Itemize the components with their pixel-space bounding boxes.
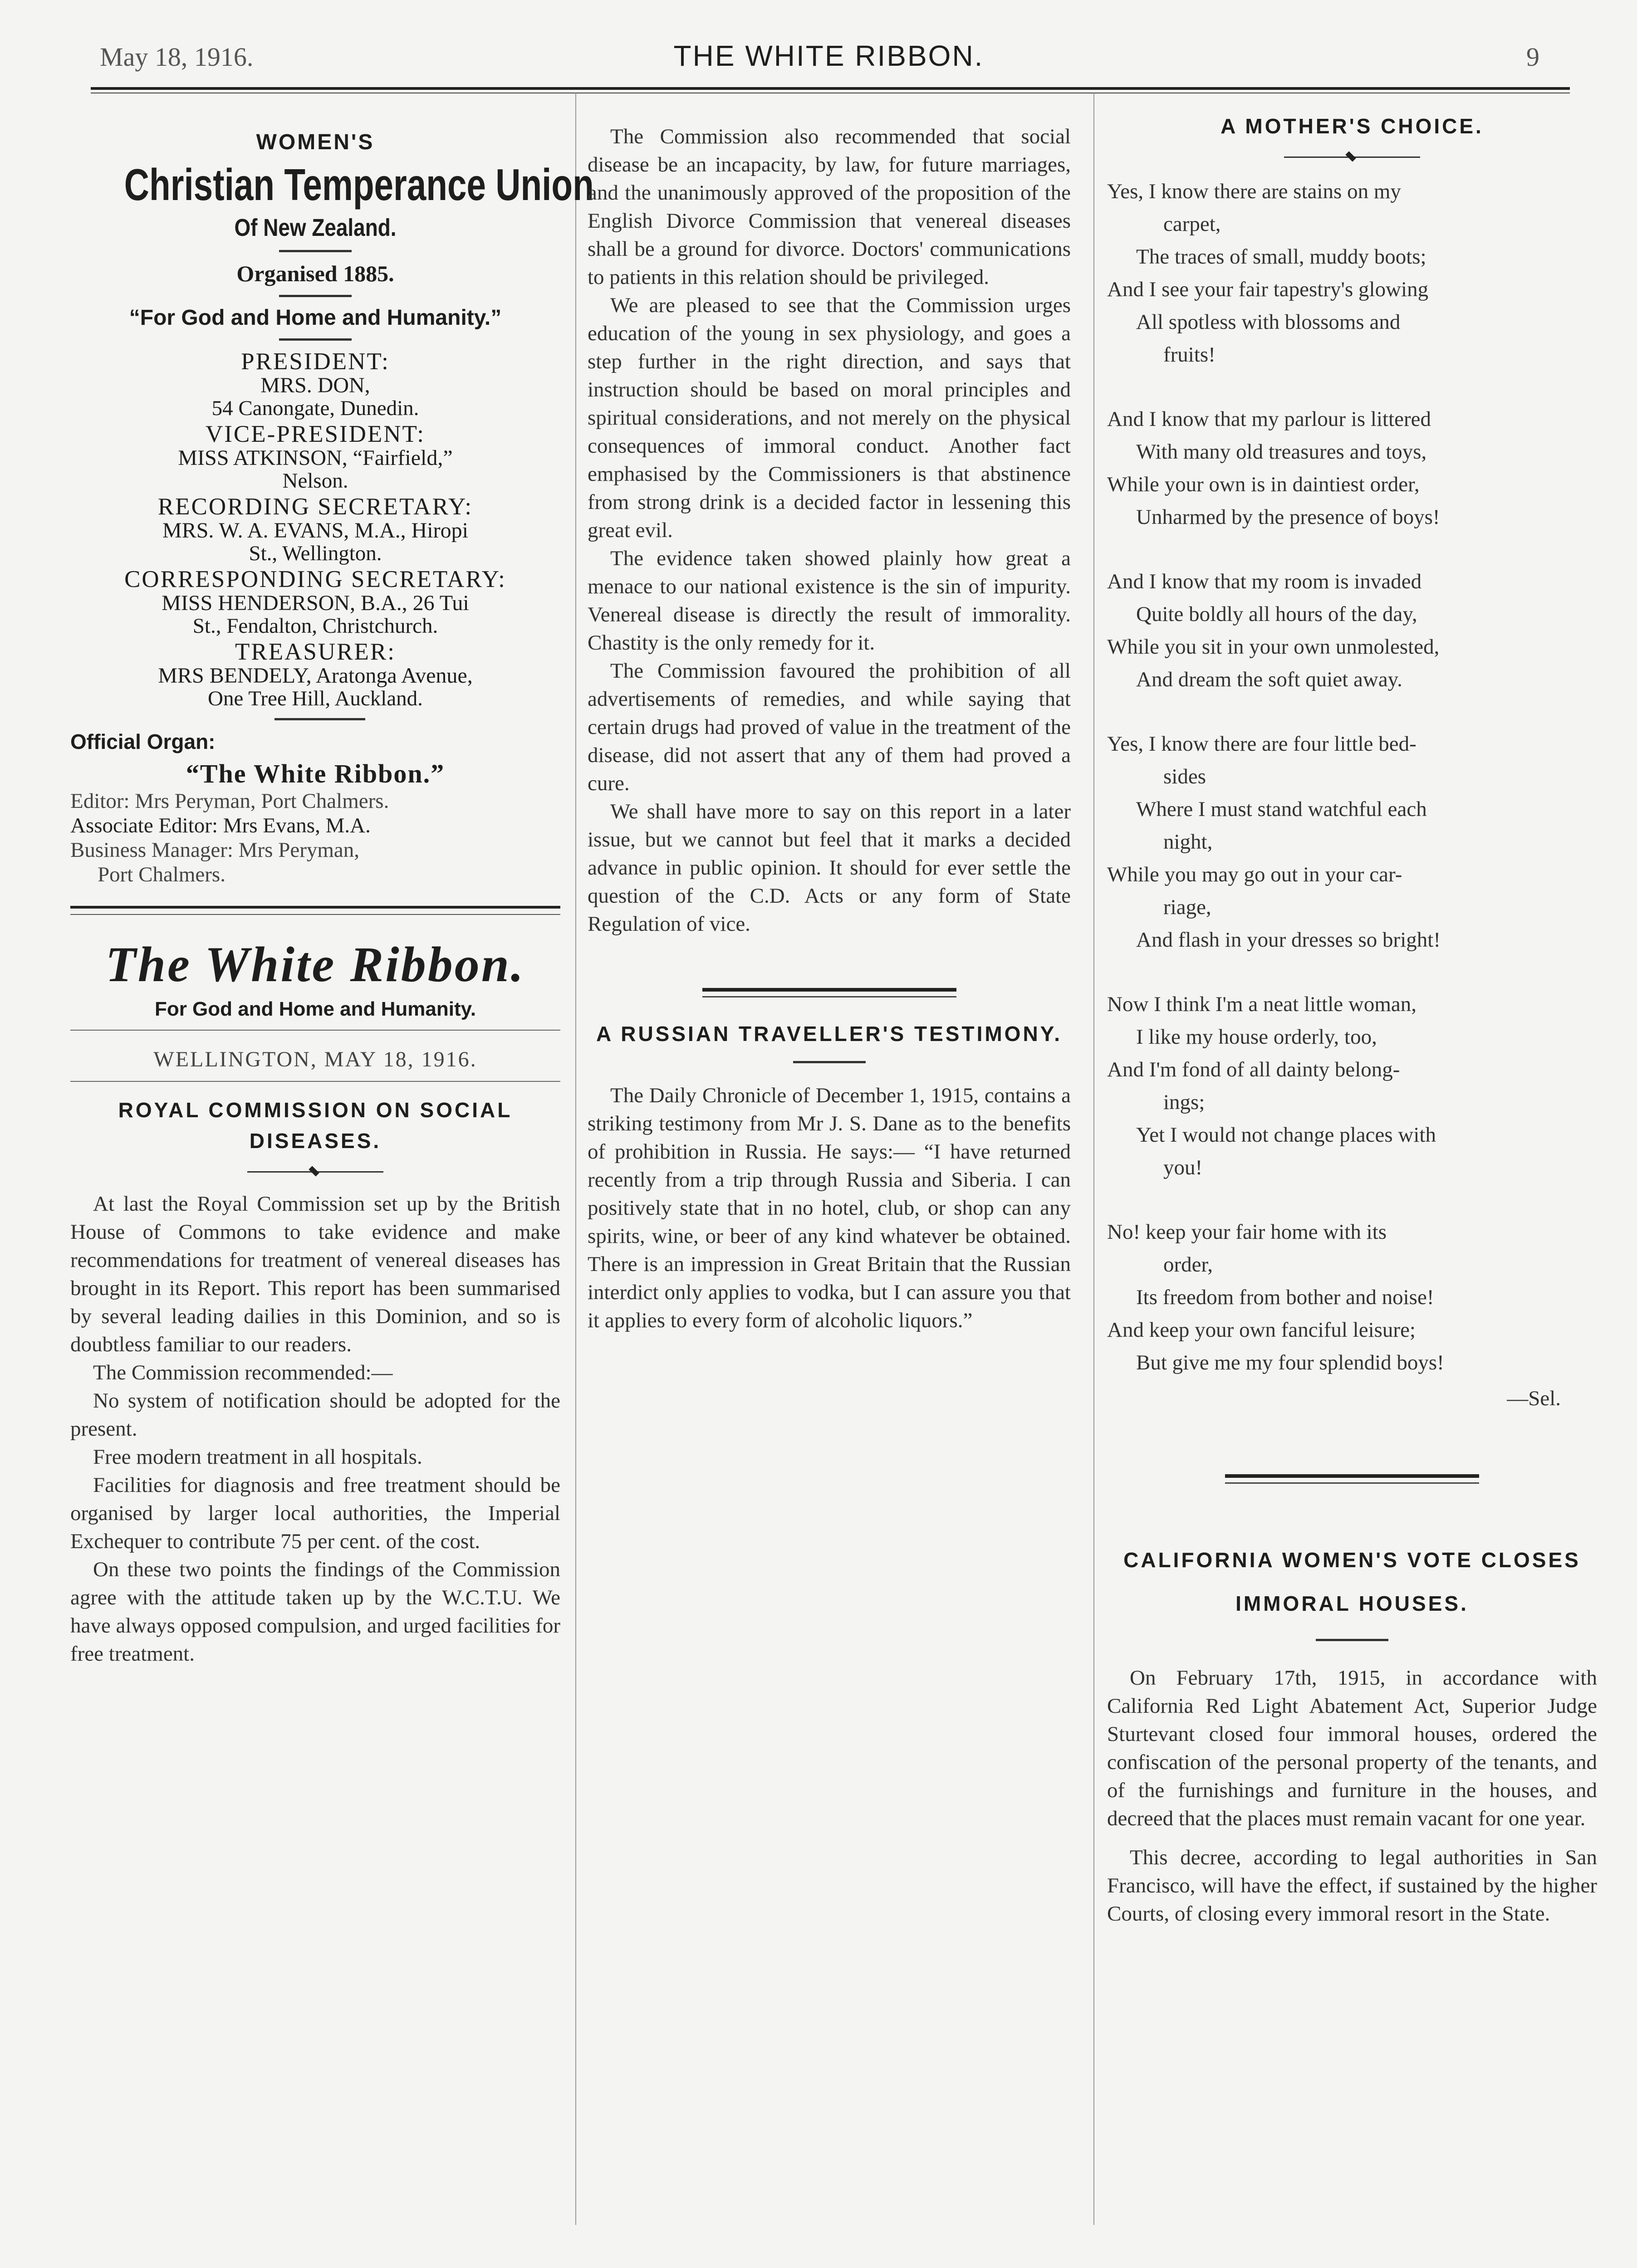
ornament-rule xyxy=(1284,155,1420,159)
poem-line: Yet I would not change places with xyxy=(1136,1123,1436,1147)
poem-line: Yes, I know there are stains on my xyxy=(1107,180,1401,203)
section-rule xyxy=(1225,1474,1479,1484)
article-paragraph: Facilities for diagnosis and free treatment should be organised by larger local authorities, the Imperial Exchequer to contribute 75 per cent. of the cost. xyxy=(70,1473,560,1553)
officer-line: 54 Canongate, Dunedin. xyxy=(211,396,419,420)
article-paragraph: We are pleased to see that the Commission urges education of the young in sex physiology, and goes a step further in the right direction, and says that instruction should be based on moral principles and spiritual considerations, and not merely on the physical consequences of immoral conduct. Another fact emphasised by the Commissioners is that abstinence from strong drink is a decided factor in lessening this great evil. xyxy=(588,293,1071,542)
article-paragraph: No system of notification should be adopted for the present. xyxy=(70,1389,560,1441)
header-title: THE WHITE RIBBON. xyxy=(673,39,984,72)
poem-stanza xyxy=(1107,1216,1597,1379)
divider xyxy=(279,295,352,297)
poem-line: Quite boldly all hours of the day, xyxy=(1136,602,1417,626)
divider xyxy=(274,718,365,720)
officer-line: St., Fendalton, Christchurch. xyxy=(192,614,438,638)
article-heading: A RUSSIAN TRAVELLER'S TESTIMONY. xyxy=(596,1022,1063,1046)
poem-line: I like my house orderly, too, xyxy=(1136,1025,1377,1049)
poem-line: While you may go out in your car- xyxy=(1107,863,1402,886)
officer-line: MRS. W. A. EVANS, M.A., Hiropi xyxy=(162,518,468,543)
article-paragraph: The Commission recommended:— xyxy=(93,1361,393,1384)
officers-list xyxy=(70,349,560,710)
poem-stanza xyxy=(1107,565,1597,696)
poem-line: Now I think I'm a neat little woman, xyxy=(1107,992,1416,1016)
divider xyxy=(279,250,352,252)
divider xyxy=(1316,1639,1388,1641)
poem-line: Where I must stand watchful each xyxy=(1136,797,1427,821)
poem-line: And dream the soft quiet away. xyxy=(1136,668,1402,691)
paper-motto: For God and Home and Humanity. xyxy=(154,998,476,1020)
poem-line: Yes, I know there are four little bed- xyxy=(1107,732,1416,756)
official-organ-heading: Official Organ: xyxy=(70,730,216,753)
poem-line: carpet, xyxy=(1163,212,1221,236)
poem-line: And flash in your dresses so bright! xyxy=(1136,928,1441,952)
divider xyxy=(70,1081,560,1082)
poem-line: fruits! xyxy=(1163,343,1215,367)
article-paragraph: The Commission favoured the prohibition of all advertisements of remedies, and while saying that certain drugs had proved of value in the treatment of the disease, did not assert that any of them had proved a cure. xyxy=(588,659,1071,795)
poem-line: The traces of small, muddy boots; xyxy=(1136,245,1426,269)
poem-line: sides xyxy=(1163,765,1206,788)
poem-line: And keep your own fanciful leisure; xyxy=(1107,1318,1416,1342)
officer-line: MRS BENDELY, Aratonga Avenue, xyxy=(158,664,473,688)
section-rule xyxy=(702,988,956,997)
officer-line: St., Wellington. xyxy=(249,542,382,565)
masthead-womens: WOMEN'S xyxy=(256,130,375,154)
officer-title: TREASURER: xyxy=(235,639,396,665)
officer-line: MISS ATKINSON, “Fairfield,” xyxy=(178,446,453,470)
motto: “For God and Home and Humanity.” xyxy=(129,306,502,330)
officer-title: CORRESPONDING SECRETARY: xyxy=(124,566,506,592)
column-left xyxy=(70,109,594,1668)
poem-stanza xyxy=(1107,175,1597,371)
business-manager-line: Port Chalmers. xyxy=(98,863,225,886)
associate-editor-line: Associate Editor: Mrs Evans, M.A. xyxy=(70,814,371,837)
poem-line: order, xyxy=(1163,1253,1213,1276)
page-header xyxy=(91,39,1567,83)
article-paragraph: On these two points the findings of the Commission agree with the attitude taken up by the W.C.T.U. We have always opposed compulsion, and urged facilities for free treatment. xyxy=(70,1558,560,1666)
header-date: May 18, 1916. xyxy=(100,42,254,72)
poem-line: While your own is in daintiest order, xyxy=(1107,473,1420,496)
article-paragraph: Free modern treatment in all hospitals. xyxy=(93,1445,422,1469)
poem-stanza xyxy=(1107,988,1597,1184)
section-rule xyxy=(70,906,560,915)
poem-line: ings; xyxy=(1163,1090,1205,1114)
poem-line: And I know that my room is invaded xyxy=(1107,570,1422,593)
masthead-title: Christian Temperance Union xyxy=(124,160,594,210)
article-heading: ROYAL COMMISSION ON SOCIAL DISEASES. xyxy=(118,1098,513,1153)
poem-stanza xyxy=(1107,728,1597,956)
article-paragraph: The Daily Chronicle of December 1, 1915, contains a striking testimony from Mr J. S. Dane as to the benefits of prohibition in Russia. He says:— “I have returned recently from a trip through Russia and Siberia. I can positively state that in no hotel, club, or shop can any spirits, wine, or beer of any kind whatever be obtained. There is an impression in Great Britain that the Russian interdict only applies to vodka, but I can assure you that it applies to every form of alcoholic liquors.” xyxy=(588,1084,1071,1332)
article-paragraph: On February 17th, 1915, in accordance with California Red Light Abatement Act, Superior Judge Sturtevant closed four immoral houses, ordered the confiscation of the personal property of the tenants, and of the furnishings and furniture in the houses, and decreed that the places must remain vacant for one year. xyxy=(1107,1666,1597,1830)
divider xyxy=(793,1061,866,1063)
organised-date: Organised 1885. xyxy=(236,261,394,286)
article-heading: CALIFORNIA WOMEN'S VOTE CLOSES IMMORAL HOUSES. xyxy=(1123,1548,1581,1615)
paper-nameplate: The White Ribbon. xyxy=(105,937,525,992)
poem-signature: —Sel. xyxy=(1507,1387,1561,1410)
poem-line: And I'm fond of all dainty belong- xyxy=(1107,1058,1400,1081)
article-paragraph: The evidence taken showed plainly how great a menace to our national existence is the sin of impurity. Venereal disease is directly the result of immorality. Chastity is the only remedy for it. xyxy=(588,547,1071,655)
officer-title: RECORDING SECRETARY: xyxy=(157,494,473,520)
ornament-rule xyxy=(247,1170,383,1173)
poem-line: riage, xyxy=(1163,895,1211,919)
column-middle xyxy=(588,122,1071,1334)
poem-line: you! xyxy=(1163,1156,1203,1179)
article-paragraph: We shall have more to say on this report in a later issue, but we cannot but feel that it marks a decided advance in public opinion. It should for ever settle the question of the C.D. Acts or any form of State Regulation of vice. xyxy=(588,800,1071,936)
poem-line: night, xyxy=(1163,830,1213,854)
article-paragraph: The Commission also recommended that social disease be an incapacity, by law, for future marriages, and the unanimously approved of the proposition of the English Divorce Commission that venereal diseases shall be a ground for divorce. Doctors' communications to patients in this relation should be privileged. xyxy=(588,125,1071,289)
officer-line: MRS. DON, xyxy=(260,373,370,397)
column-right xyxy=(1107,109,1597,1928)
poem-line: No! keep your fair home with its xyxy=(1107,1220,1387,1244)
poem-line: All spotless with blossoms and xyxy=(1136,310,1401,334)
officer-title: VICE-PRESIDENT: xyxy=(205,421,425,447)
poem-stanza xyxy=(1107,403,1597,533)
poem-line: With many old treasures and toys, xyxy=(1136,440,1427,464)
officer-line: Nelson. xyxy=(282,469,348,493)
column-divider xyxy=(1093,93,1094,2225)
officer-title: PRESIDENT: xyxy=(241,348,390,375)
poem-heading: A MOTHER'S CHOICE. xyxy=(1220,114,1484,138)
poem-line: While you sit in your own unmolested, xyxy=(1107,635,1440,659)
masthead-country: Of New Zealand. xyxy=(234,214,397,241)
poem-line: And I know that my parlour is littered xyxy=(1107,407,1431,431)
business-manager-line: Business Manager: Mrs Peryman, xyxy=(70,838,360,862)
poem-line: But give me my four splendid boys! xyxy=(1136,1351,1444,1374)
officer-line: MISS HENDERSON, B.A., 26 Tui xyxy=(162,591,469,615)
official-organ-title: “The White Ribbon.” xyxy=(186,759,445,788)
poem xyxy=(1107,175,1597,1411)
divider xyxy=(279,338,352,341)
column-divider xyxy=(575,93,576,2225)
divider xyxy=(70,1030,560,1031)
dateline: WELLINGTON, MAY 18, 1916. xyxy=(153,1047,477,1071)
poem-line: And I see your fair tapestry's glowing xyxy=(1107,278,1429,301)
header-rule xyxy=(91,87,1570,93)
page-number: 9 xyxy=(1526,42,1539,72)
article-paragraph: At last the Royal Commission set up by the British House of Commons to take evidence and make recommendations for treatment of venereal diseases has brought in its Report. This report has been summarised by several leading dailies in this Dominion, and so is doubtless familiar to our readers. xyxy=(70,1192,560,1356)
editor-line: Editor: Mrs Peryman, Port Chalmers. xyxy=(70,789,389,813)
poem-line: Unharmed by the presence of boys! xyxy=(1136,505,1440,529)
poem-line: Its freedom from bother and noise! xyxy=(1136,1286,1434,1309)
article-paragraph: This decree, according to legal authorities in San Francisco, will have the effect, if sustained by the higher Courts, of closing every immoral resort in the State. xyxy=(1107,1846,1597,1926)
officer-line: One Tree Hill, Auckland. xyxy=(208,687,423,710)
